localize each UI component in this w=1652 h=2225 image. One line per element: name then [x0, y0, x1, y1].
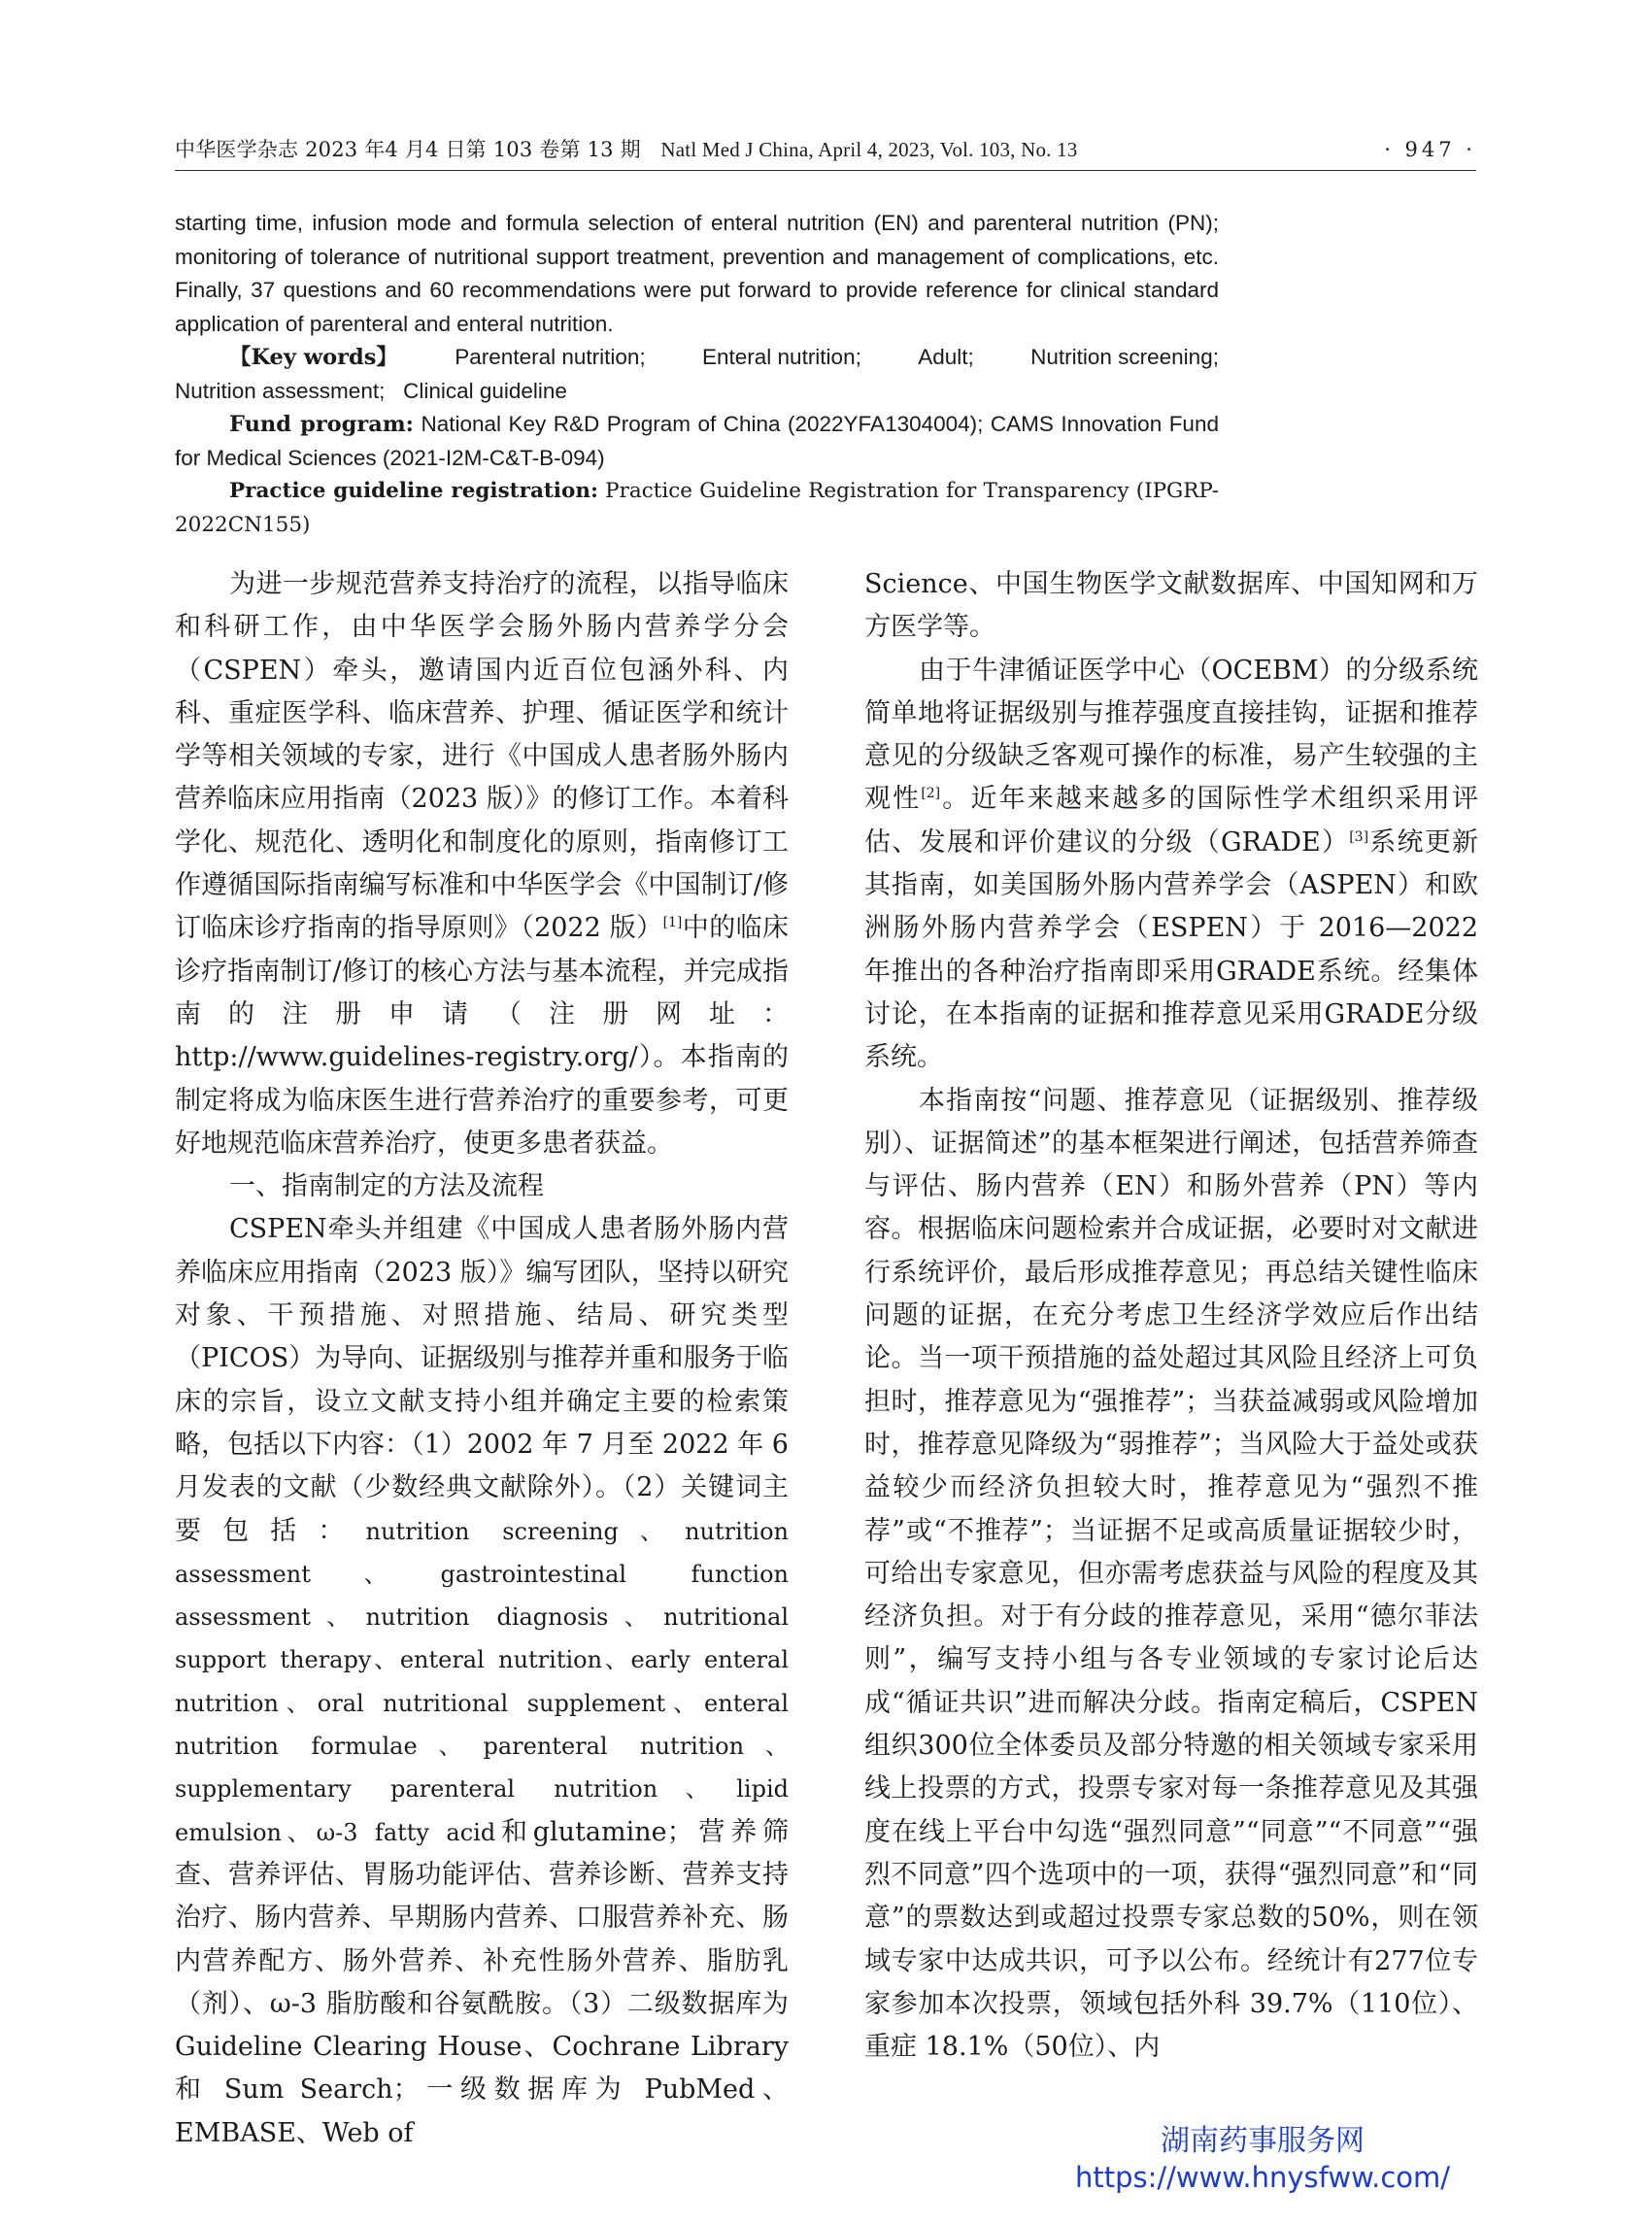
- keyword: Nutrition screening;: [1030, 345, 1219, 369]
- fund-text: National Key R&D Program of China (2022YFA1304004); CAMS Innovation Fund for Medical Sciences (2021-I2M-C&T-B-094): [175, 412, 1219, 470]
- keywords-continued: Nutrition assessment; Clinical guideline: [175, 378, 567, 403]
- registration-text: Practice Guideline Registration for Transparency (IPGRP-2022CN155): [175, 479, 1219, 537]
- methods-text-tail: 和glutamine；营养筛查、营养评估、胃肠功能评估、营养诊断、营养支持治疗、肠内营养、早期肠内营养、口服营养补充、肠内营养配方、肠外营养、补充性肠外营养、脂肪乳（剂）、ω-3 脂肪酸和谷氨酰胺。（3）二级数据库为 Guideline Clearing House、Cochrane Library 和 Sum Search；一级数据库为 PubMed、EMBASE、Web of: [175, 1816, 789, 2148]
- abstract-text: starting time, infusion mode and formula selection of enteral nutrition (EN) and parenteral nutrition (PN); monitoring of tolerance of nutritional support treatment, prevention and management of complications, etc. Finally, 37 questions and 60 recommendations were put forward to provide reference for clinical standard application of parenteral and enteral nutrition.: [175, 211, 1219, 336]
- keywords-label: 【Key words】: [229, 345, 398, 370]
- reference-1: [1]: [662, 915, 683, 931]
- reference-3: [3]: [1349, 828, 1369, 845]
- watermark-site-name: 湖南药事服务网: [1161, 2124, 1365, 2158]
- keyword: Adult;: [918, 345, 974, 369]
- reference-2: [2]: [921, 786, 941, 802]
- keywords-english: nutrition screening、nutrition assessment、gastrointestinal function assessment、nutrition diagnosis、nutritional support therapy、enteral nutrition、early enteral nutrition、oral nutritional supplement、enteral nutrition formulae、parenteral nutrition、supplementary parenteral nutrition、lipid emulsion、ω-3 fatty acid: [175, 1517, 790, 1846]
- watermark-url[interactable]: https://www.hnysfww.com/: [1074, 2161, 1451, 2194]
- section-heading: 一、指南制定的方法及流程: [229, 1171, 544, 1202]
- site-watermark: [1059, 2123, 1467, 2195]
- databases-continued: Science、中国生物医学文献数据库、中国知网和万方医学等。: [864, 569, 1478, 643]
- intro-text-tail: 中的临床诊疗指南制订/修订的核心方法与基本流程，并完成指南的注册申请（注册网址：http://www.guidelines-registry.org/）。本指南的制定将成为临床医生进行营养治疗的重要参考，可更好地规范临床营养治疗，使更多患者获益。: [175, 913, 789, 1159]
- grade-text: 由于牛津循证医学中心（OCEBM）的分级系统简单地将证据级别与推荐强度直接挂钩，证据和推荐意见的分级缺乏客观可操作的标准，易产生较强的主观性: [864, 655, 1478, 815]
- keywords-line: [175, 341, 1219, 375]
- grade-paragraph: [864, 650, 1478, 1080]
- methods-text: CSPEN牵头并组建《中国成人患者肠外肠内营养临床应用指南（2023 版）》编写团队，坚持以研究对象、干预措施、对照措施、结局、研究类型（PICOS）为导向、证据级别与推荐并重和服务于临床的宗旨，设立文献支持小组并确定主要的检索策略，包括以下内容：（1）2002 年 7 月至 2022 年 6 月发表的文献（少数经典文献除外）。（2）关键词主要包括：: [175, 1214, 789, 1546]
- page-number: · 947 ·: [1384, 138, 1476, 161]
- journal-citation-zh: 中华医学杂志 2023 年4 月4 日第 103 卷第 13 期: [175, 138, 641, 161]
- grade-text-mid: 。近年来越来越多的国际性学术组织采用评估、发展和评价建议的分级（GRADE）: [864, 784, 1479, 858]
- keyword: Parenteral nutrition;: [455, 345, 646, 369]
- fund-label: Fund program:: [229, 412, 414, 437]
- intro-text: 为进一步规范营养支持治疗的流程，以指导临床和科研工作，由中华医学会肠外肠内营养学分会（CSPEN）牵头，邀请国内近百位包涵外科、内科、重症医学科、临床营养、护理、循证医学和统计学等相关领域的专家，进行《中国成人患者肠外肠内营养临床应用指南（2023 版）》的修订工作。本着科学化、规范化、透明化和制度化的原则，指南修订工作遵循国际指南编写标准和中华医学会《中国制订/修订临床诊疗指南的指导原则》（2022 版）: [175, 569, 789, 944]
- english-abstract: [175, 207, 1219, 542]
- running-header: [175, 134, 1476, 163]
- intro-paragraph: [175, 563, 789, 1165]
- journal-citation: [175, 134, 1077, 163]
- left-column: [175, 563, 789, 2155]
- framework-paragraph: 本指南按“问题、推荐意见（证据级别、推荐级别）、证据简述”的基本框架进行阐述，包括营养筛查与评估、肠内营养（EN）和肠外营养（PN）等内容。根据临床问题检索并合成证据，必要时对文献进行系统评价，最后形成推荐意见；再总结关键性临床问题的证据，在充分考虑卫生经济学效应后作出结论。当一项干预措施的益处超过其风险且经济上可负担时，推荐意见为“强推荐”；当获益减弱或风险增加时，推荐意见降级为“弱推荐”；当风险大于益处或获益较少而经济负担较大时，推荐意见为“强烈不推荐”或“不推荐”；当证据不足或高质量证据较少时，可给出专家意见，但亦需考虑获益与风险的程度及其经济负担。对于有分歧的推荐意见，采用“德尔菲法则”，编写支持小组与各专业领域的专家讨论后达成“循证共识”进而解决分歧。指南定稿后，CSPEN组织300位全体委员及部分特邀的相关领域专家采用线上投票的方式，投票专家对每一条推荐意见及其强度在线上平台中勾选“强烈同意”“同意”“不同意”“强烈不同意”四个选项中的一项，获得“强烈同意”和“同意”的票数达到或超过投票专家总数的50%，则在领域专家中达成共识，可予以公布。经统计有277位专家参加本次投票，领域包括外科 39.7%（110位）、重症 18.1%（50位）、内: [864, 1085, 1478, 2063]
- header-divider: [175, 170, 1476, 171]
- right-column: [864, 563, 1478, 2069]
- guideline-registration: [175, 475, 1219, 542]
- journal-citation-en: Natl Med J China, April 4, 2023, Vol. 103, No. 13: [660, 138, 1078, 161]
- fund-program: [175, 408, 1219, 475]
- keyword: Enteral nutrition;: [702, 345, 861, 369]
- grade-text-tail: 系统更新其指南，如美国肠外肠内营养学会（ASPEN）和欧洲肠外肠内营养学会（ESPEN）于 2016—2022 年推出的各种治疗指南即采用GRADE系统。经集体讨论，在本指南的证据和推荐意见采用GRADE分级系统。: [864, 826, 1478, 1073]
- registration-label: Practice guideline registration:: [229, 479, 598, 503]
- methods-paragraph: [175, 1208, 789, 2155]
